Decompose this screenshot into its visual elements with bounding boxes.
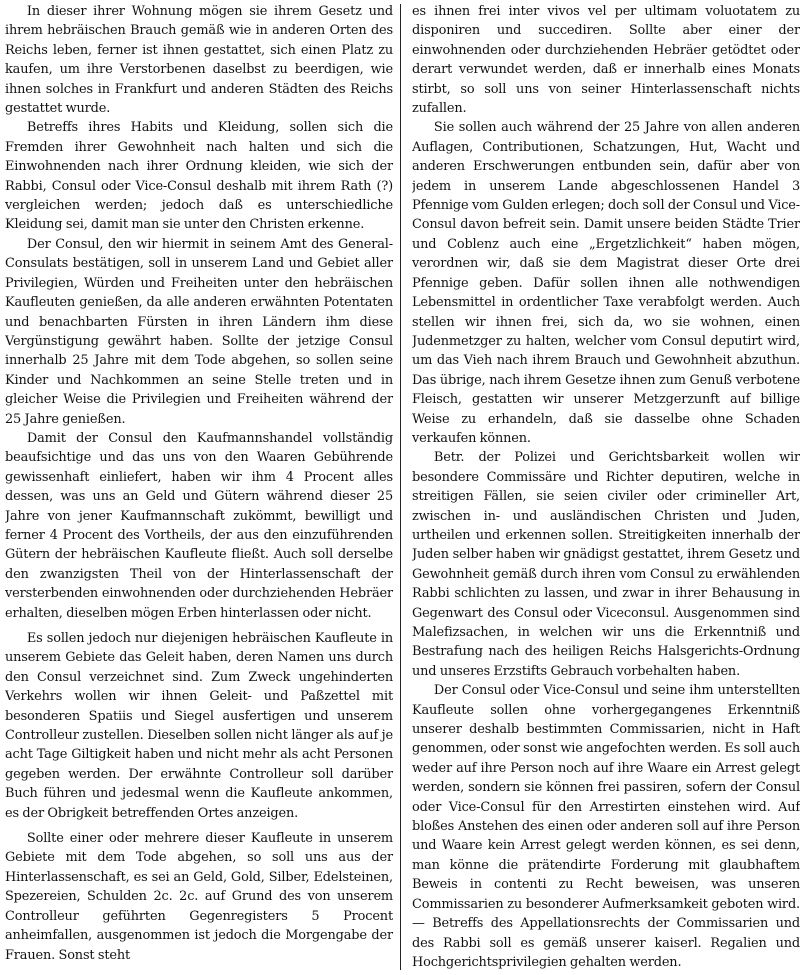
paragraph: Sollte einer oder mehrere dieser Kaufleute in unserem Gebiete mit dem Tode abgehen, so soll uns aus der Hinterlassenschaft, es sei an Geld, Gold, Silber, Edelsteinen, Spezereien, Schulden 2c. 2c. auf Grund des von unserem Controlleur geführten Gegenregisters 5 Procent anheimfallen, ausgenommen ist jedoch die Morgengabe der Frauen. Sonst steht (5, 831, 393, 963)
paragraph: Sie sollen auch während der 25 Jahre von allen anderen Auflagen, Contributionen, Schatzungen, Hut, Wacht und anderen Erschwerungen entbunden sein, dafür aber von jedem in unserem Lande abgeschlossenen Handel 3 Pfennige vom Gulden erlegen; doch soll der Consul und Vice-Consul davon befreit sein. Damit unsere beiden Städte Trier und Coblenz auch eine „Ergetzlichkeit“ haben mögen, verordnen wir, daß sie dem Magistrat dieser Orte drei Pfennige geben. Dafür sollen ihnen alle nothwendigen Lebensmittel in ordentlicher Taxe verabfolgt werden. Auch stellen wir ihnen frei, sich da, wo sie wohnen, einen Judenmetzger zu halten, welcher vom Consul deputirt wird, um das Vieh nach ihrem Brauch und Gewohnheit abzuthun. Das übrige, nach ihrem Gesetze ihnen zum Genuß verbotene Fleisch, gestatten wir unserer Metzgerzunft auf billige Weise zu erhandeln, daß sie dasselbe ohne Schaden verkaufen können. (412, 120, 800, 446)
left-text-column (5, 2, 393, 972)
paragraph: Betr. der Polizei und Gerichtsbarkeit wollen wir besondere Commissäre und Richter deputiren, welche in streitigen Fällen, sie seien civiler oder crimineller Art, zwischen in- und ausländischen Christen und Juden, urtheilen und erkennen sollen. Streitigkeiten innerhalb der Juden selber haben wir gnädigst gestattet, ihrem Gesetz und Gewohnheit gemäß durch ihren vom Consul zu erwählenden Rabbi schlichten zu lassen, und zwar in ihrer Behausung in Gegenwart des Consul oder Viceconsul. Ausgenommen sind Malefizsachen, in welchen wir uns die Erkenntniß und Bestrafung nach des heiligen Reichs Halsgerichts-Ordnung und unseres Erzstifts Gebrauch vorbehalten haben. (412, 450, 800, 679)
paragraph: In dieser ihrer Wohnung mögen sie ihrem Gesetz und ihrem hebräischen Brauch gemäß wie in anderen Orten des Reichs leben, ferner ist ihnen gestattet, sich einen Platz zu kaufen, um ihre Verstorbenen daselbst zu beerdigen, wie ihnen solches in Frankfurt und anderen Städten des Reichs gestattet wurde. (5, 4, 393, 117)
paragraph: es ihnen frei inter vivos vel per ultimam voluotatem zu disponiren und succediren. Sollte aber einer der einwohnenden oder durchziehenden Hebräer getödtet oder derart verwundet werden, daß er innerhalb eines Monats stirbt, so soll uns von seiner Hinterlassenschaft nichts zufallen. (412, 4, 800, 117)
paragraph: Es sollen jedoch nur diejenigen hebräischen Kaufleute in unserem Gebiete das Geleit haben, deren Namen uns durch den Consul verzeichnet sind. Zum Zweck ungehinderten Verkehrs wollen wir ihnen Geleit- und Paßzettel mit besonderen Spatiis und Siegel ausfertigen und unserem Controlleur zustellen. Dieselben sollen nicht länger als auf je acht Tage Giltigkeit haben und nicht mehr als acht Personen gegeben werden. Der erwähnte Controlleur soll darüber Buch führen und jedesmal wenn die Kaufleute ankommen, es der Obrigkeit betreffenden Ortes anzeigen. (5, 631, 393, 821)
paragraph: Betreffs ihres Habits und Kleidung, sollen sich die Fremden ihrer Gewohnheit nach halten und sich die Einwohnenden nach ihrer Ordnung kleiden, wie sich der Rabbi, Consul oder Vice-Consul deshalb mit ihrem Rath (?) vergleichen werden; jedoch daß es unterschiedliche Kleidung sei, damit man sie unter den Christen erkenne. (5, 120, 393, 233)
right-text-column (412, 2, 800, 972)
paragraph: Der Consul, den wir hiermit in seinem Amt des General-Consulats bestätigen, soll in unserem Land und Gebiet aller Privilegien, Würden und Freiheiten unter den hebräischen Kaufleuten genießen, da alle anderen erwähnten Potentaten und benachbarten Fürsten in ihren Ländern ihm diese Vergünstigung gewährt haben. Sollte der jetzige Consul innerhalb 25 Jahre mit dem Tode abgehen, so sollen seine Kinder und Nachkommen an seine Stelle treten und in gleicher Weise die Privilegien und Freiheiten während der 25 Jahre genießen. (5, 236, 393, 427)
paragraph: Damit der Consul den Kaufmannshandel vollständig beaufsichtige und das uns von den Waaren Gebührende gewissenhaft einliefert, haben wir ihm 4 Procent alles dessen, was uns an Geld und Gütern während dieser 25 Jahre von jener Kaufmannschaft zukömmt, bewilligt und ferner 4 Procent des Vortheils, der aus den einzuführenden Gütern der hebräischen Kaufleute fließt. Auch soll derselbe den zwanzigsten Theil von der Hinterlassenschaft der versterbenden einwohnenden oder durchziehenden Hebräer erhalten, dieselben mögen Erben hinterlassen oder nicht. (5, 430, 393, 621)
paragraph: Der Consul oder Vice-Consul und seine ihm unterstellten Kaufleute sollen ohne vorhergegangenes Erkenntniß unserer deshalb bestimmten Commissarien, nicht in Haft genommen, oder sonst wie angefochten werden. Es soll auch weder auf ihre Person noch auf ihre Waare ein Arrest gelegt werden, sondern sie können frei passiren, sofern der Consul oder Vice-Consul für den Arrestirten einstehen wird. Auf bloßes Anstehen des einen oder anderen soll auf ihre Person und Waare kein Arrest gelegt werden können, es sei denn, man könne die prätendirte Forderung mit glaubhaftem Beweis in contenti zu Recht beweisen, was unseren Commissarien zu besonderer Aufmerksamkeit geboten wird. — Betreffs des Appellationsrechts der Commissarien und des Rabbi soll es gemäß unserer kaiserl. Regalien und Hochgerichtsprivilegien gehalten werden. (412, 683, 800, 970)
column-divider (400, 4, 401, 970)
